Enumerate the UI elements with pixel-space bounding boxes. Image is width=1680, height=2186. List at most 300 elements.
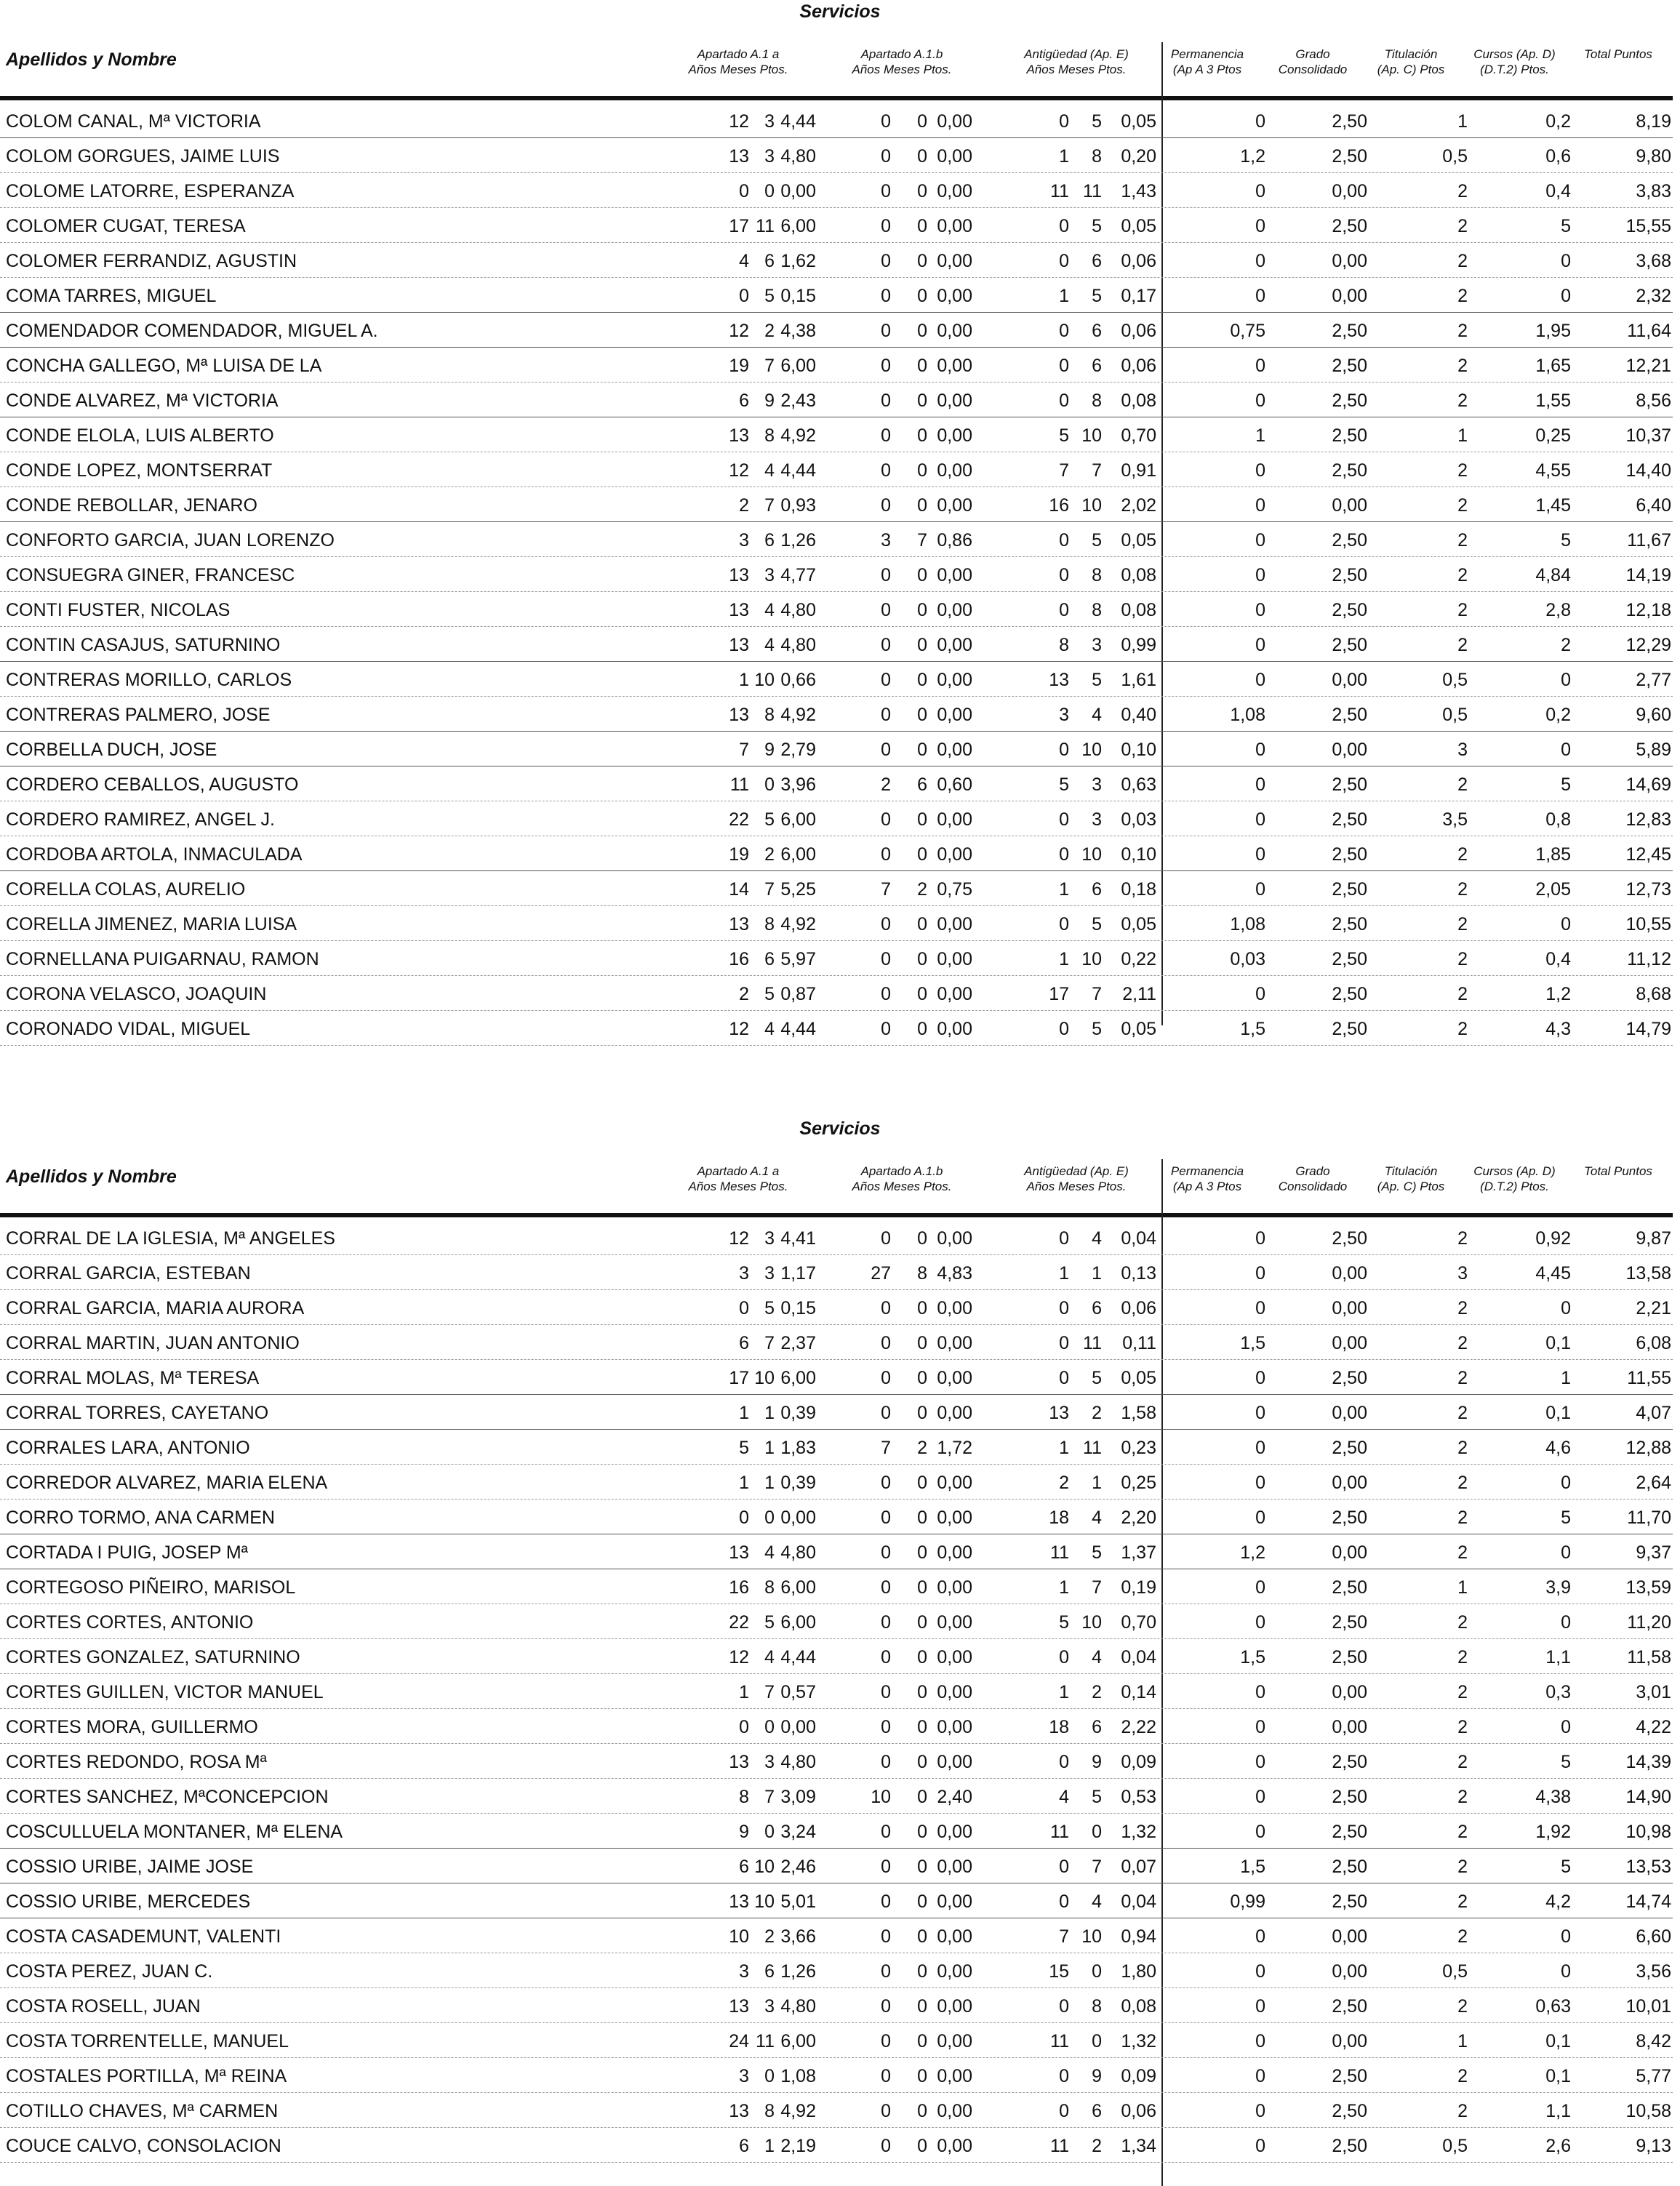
a1a-meses-cell: 4	[764, 1019, 775, 1039]
cursos-cell: 0	[1561, 1612, 1571, 1633]
a1b-anos-cell: 7	[881, 879, 891, 900]
ant-meses-cell: 5	[1092, 670, 1102, 690]
ant-meses-cell: 11	[1083, 1438, 1102, 1458]
ant-meses-cell: 4	[1092, 1647, 1102, 1667]
a1a-meses-cell: 7	[764, 879, 775, 900]
permanencia-cell: 0	[1255, 286, 1265, 306]
a1b-anos-cell: 0	[881, 635, 891, 655]
table-row	[0, 976, 1673, 1011]
titulacion-cell: 2	[1457, 1438, 1468, 1458]
a1a-anos-cell: 4	[739, 251, 749, 271]
total-cell: 3,68	[1636, 251, 1671, 271]
ant-anos-cell: 3	[1059, 705, 1069, 725]
ant-ptos-cell: 0,91	[1121, 460, 1156, 481]
ant-anos-cell: 0	[1059, 2101, 1069, 2121]
ant-anos-cell: 0	[1059, 1368, 1069, 1388]
ant-ptos-cell: 1,37	[1121, 1542, 1156, 1563]
a1a-meses-cell: 3	[764, 565, 775, 585]
total-cell: 6,60	[1636, 1926, 1671, 1947]
ant-meses-cell: 10	[1081, 844, 1102, 865]
a1b-meses-cell: 0	[917, 670, 927, 690]
a1a-meses-cell: 7	[764, 1333, 775, 1353]
permanencia-cell: 1,5	[1240, 1647, 1265, 1667]
a1a-anos-cell: 12	[729, 1019, 749, 1039]
ant-ptos-cell: 0,23	[1121, 1438, 1156, 1458]
ant-meses-cell: 7	[1092, 1577, 1102, 1598]
a1a-ptos-cell: 5,01	[780, 1891, 816, 1912]
a1a-ptos-cell: 1,83	[780, 1438, 816, 1458]
ant-meses-cell: 10	[1081, 740, 1102, 760]
table-body	[0, 103, 1673, 1046]
a1b-ptos-cell: 0,00	[937, 1891, 972, 1912]
ant-anos-cell: 17	[1049, 984, 1069, 1004]
a1a-ptos-cell: 4,92	[780, 914, 816, 934]
ant-meses-cell: 3	[1092, 774, 1102, 795]
ant-ptos-cell: 0,06	[1121, 2101, 1156, 2121]
grado-cell: 2,50	[1332, 1787, 1367, 1807]
ant-anos-cell: 0	[1059, 1857, 1069, 1877]
table-row	[0, 662, 1673, 697]
table-row	[0, 836, 1673, 871]
a1b-meses-cell: 0	[917, 216, 927, 236]
ant-anos-cell: 1	[1059, 879, 1069, 900]
grado-cell: 2,50	[1332, 879, 1367, 900]
table-row	[0, 452, 1673, 487]
ant-meses-cell: 5	[1092, 530, 1102, 550]
cursos-cell: 0,4	[1545, 949, 1571, 969]
apellidos-nombre-cell: CORBELLA DUCH, JOSE	[6, 740, 217, 760]
apellidos-nombre-cell: CORTES SANCHEZ, MªCONCEPCION	[6, 1787, 329, 1807]
cursos-cell: 1,85	[1535, 844, 1571, 865]
a1b-ptos-cell: 0,00	[937, 1333, 972, 1353]
cursos-cell: 2,8	[1545, 600, 1571, 620]
total-cell: 10,01	[1625, 1996, 1671, 2017]
ant-ptos-cell: 0,18	[1121, 879, 1156, 900]
ant-ptos-cell: 0,10	[1121, 844, 1156, 865]
grado-cell: 2,50	[1332, 111, 1367, 132]
total-header: Total Puntos	[1584, 1164, 1652, 1178]
a1a-ptos-cell: 4,80	[780, 1996, 816, 2017]
permanencia-cell: 0	[1255, 1752, 1265, 1772]
titulacion-cell: 2	[1457, 391, 1468, 411]
a1a-anos-cell: 24	[729, 2031, 749, 2051]
cursos-cell: 0,2	[1545, 705, 1571, 725]
a1a-meses-cell: 10	[754, 670, 775, 690]
ant-meses-cell: 5	[1092, 1019, 1102, 1039]
table-row	[0, 1220, 1673, 1255]
a1b-anos-cell: 0	[881, 391, 891, 411]
grado-cell: 0,00	[1332, 1926, 1367, 1947]
ant-anos-cell: 0	[1059, 565, 1069, 585]
a1b-ptos-cell: 0,00	[937, 111, 972, 132]
a1b-meses-cell: 0	[917, 1542, 927, 1563]
a1a-ptos-cell: 6,00	[780, 1577, 816, 1598]
a1a-ptos-cell: 4,44	[780, 1019, 816, 1039]
ant-meses-cell: 6	[1092, 356, 1102, 376]
a1b-anos-cell: 0	[881, 460, 891, 481]
cursos-cell: 0,1	[1545, 2066, 1571, 2086]
cursos-header: Cursos (Ap. D) (D.T.2) Ptos.	[1473, 1164, 1556, 1193]
a1b-meses-cell: 0	[917, 740, 927, 760]
a1a-anos-cell: 12	[729, 111, 749, 132]
a1b-anos-cell: 0	[881, 2066, 891, 2086]
total-cell: 14,69	[1625, 774, 1671, 795]
apellidos-nombre-cell: COLOME LATORRE, ESPERANZA	[6, 181, 295, 201]
permanencia-cell: 0	[1255, 635, 1265, 655]
grado-cell: 2,50	[1332, 705, 1367, 725]
ant-anos-cell: 11	[1050, 181, 1069, 201]
a1a-anos-cell: 19	[729, 844, 749, 865]
a1a-meses-cell: 3	[764, 1228, 775, 1249]
ant-anos-cell: 7	[1059, 1926, 1069, 1947]
ant-anos-cell: 0	[1059, 251, 1069, 271]
ant-meses-cell: 5	[1092, 1542, 1102, 1563]
a1a-anos-cell: 6	[739, 2136, 749, 2156]
grado-cell: 2,50	[1332, 146, 1367, 167]
ant-anos-cell: 1	[1059, 1682, 1069, 1702]
cursos-cell: 0,25	[1535, 425, 1571, 446]
total-cell: 9,13	[1636, 2136, 1671, 2156]
total-cell: 10,55	[1625, 914, 1671, 934]
permanencia-cell: 0	[1255, 356, 1265, 376]
permanencia-cell: 0	[1255, 216, 1265, 236]
ant-meses-cell: 0	[1092, 1822, 1102, 1842]
ant-meses-cell: 5	[1092, 216, 1102, 236]
a1b-anos-cell: 0	[881, 949, 891, 969]
a1b-ptos-cell: 0,00	[937, 425, 972, 446]
a1a-ptos-cell: 4,80	[780, 635, 816, 655]
apellidos-nombre-cell: CORDERO CEBALLOS, AUGUSTO	[6, 774, 299, 795]
ant-ptos-cell: 0,05	[1121, 1368, 1156, 1388]
permanencia-cell: 0	[1255, 879, 1265, 900]
permanencia-cell: 0	[1255, 2031, 1265, 2051]
grado-cell: 0,00	[1332, 1542, 1367, 1563]
a1a-anos-cell: 14	[729, 879, 749, 900]
a1b-anos-cell: 3	[881, 530, 891, 550]
a1b-meses-cell: 0	[917, 1996, 927, 2017]
a1a-anos-cell: 17	[729, 1368, 749, 1388]
a1b-ptos-cell: 0,00	[937, 1926, 972, 1947]
a1b-ptos-cell: 0,00	[937, 1473, 972, 1493]
a1a-ptos-cell: 5,97	[780, 949, 816, 969]
titulacion-cell: 2	[1457, 844, 1468, 865]
grado-cell: 0,00	[1332, 670, 1367, 690]
a1a-ptos-cell: 2,46	[780, 1857, 816, 1877]
ant-ptos-cell: 1,80	[1121, 1961, 1156, 1982]
total-cell: 8,56	[1636, 391, 1671, 411]
a1b-ptos-cell: 0,00	[937, 1752, 972, 1772]
a1b-meses-cell: 0	[917, 635, 927, 655]
ant-anos-cell: 0	[1059, 1333, 1069, 1353]
ant-ptos-cell: 0,05	[1121, 1019, 1156, 1039]
titulacion-cell: 2	[1457, 1228, 1468, 1249]
permanencia-header: Permanencia (Ap A 3 Ptos	[1170, 1164, 1244, 1193]
permanencia-cell: 0,03	[1230, 949, 1265, 969]
permanencia-cell: 0	[1255, 1228, 1265, 1249]
ant-anos-cell: 0	[1059, 2066, 1069, 2086]
permanencia-cell: 0	[1255, 111, 1265, 132]
apellidos-nombre-cell: CORONADO VIDAL, MIGUEL	[6, 1019, 251, 1039]
a1b-meses-cell: 0	[917, 425, 927, 446]
a1b-meses-cell: 0	[917, 1612, 927, 1633]
a1b-anos-cell: 0	[881, 1891, 891, 1912]
a1a-meses-cell: 1	[764, 1403, 775, 1423]
a1a-ptos-cell: 1,26	[780, 530, 816, 550]
a1b-meses-cell: 0	[917, 251, 927, 271]
a1a-anos-cell: 0	[739, 1298, 749, 1318]
a1a-ptos-cell: 0,93	[780, 495, 816, 516]
grado-cell: 2,50	[1332, 1612, 1367, 1633]
total-cell: 11,58	[1627, 1647, 1671, 1667]
ant-anos-cell: 0	[1059, 356, 1069, 376]
a1a-anos-cell: 13	[729, 1891, 749, 1912]
total-cell: 10,37	[1625, 425, 1671, 446]
table-row	[0, 1395, 1673, 1430]
a1b-anos-cell: 0	[881, 2031, 891, 2051]
apellidos-nombre-cell: CONDE LOPEZ, MONTSERRAT	[6, 460, 273, 481]
ant-anos-cell: 5	[1059, 774, 1069, 795]
permanencia-cell: 1	[1255, 425, 1265, 446]
grado-cell: 2,50	[1332, 774, 1367, 795]
total-cell: 13,53	[1625, 1857, 1671, 1877]
a1a-ptos-cell: 1,26	[780, 1961, 816, 1982]
ant-ptos-cell: 0,20	[1121, 146, 1156, 167]
permanencia-cell: 0	[1255, 600, 1265, 620]
apellidos-nombre-cell: CORRAL GARCIA, ESTEBAN	[6, 1263, 251, 1284]
a1b-anos-cell: 0	[881, 2101, 891, 2121]
grado-cell: 2,50	[1332, 984, 1367, 1004]
total-cell: 14,79	[1625, 1019, 1671, 1039]
a1a-meses-cell: 0	[764, 774, 775, 795]
total-cell: 14,74	[1625, 1891, 1671, 1912]
a1b-ptos-cell: 0,00	[937, 1996, 972, 2017]
table-row	[0, 1604, 1673, 1639]
ant-anos-cell: 0	[1059, 844, 1069, 865]
a1a-anos-cell: 7	[739, 740, 749, 760]
name-column-header: Apellidos y Nombre	[6, 49, 177, 70]
apellidos-nombre-cell: CONSUEGRA GINER, FRANCESC	[6, 565, 295, 585]
a1a-ptos-cell: 0,15	[780, 286, 816, 306]
a1b-meses-cell: 0	[917, 460, 927, 481]
titulacion-cell: 3	[1457, 1263, 1468, 1284]
a1b-meses-cell: 0	[917, 949, 927, 969]
ant-ptos-cell: 0,04	[1121, 1647, 1156, 1667]
a1a-anos-cell: 13	[729, 635, 749, 655]
table-row	[0, 1255, 1673, 1290]
grado-cell: 0,00	[1332, 251, 1367, 271]
table-row	[0, 173, 1673, 208]
table-row	[0, 1011, 1673, 1046]
a1a-ptos-cell: 2,37	[780, 1333, 816, 1353]
a1b-anos-cell: 0	[881, 1508, 891, 1528]
a1a-meses-cell: 7	[764, 1787, 775, 1807]
ant-ptos-cell: 2,22	[1121, 1717, 1156, 1737]
titulacion-cell: 2	[1457, 495, 1468, 516]
titulacion-cell: 2	[1457, 286, 1468, 306]
total-cell: 10,58	[1625, 2101, 1671, 2121]
a1b-anos-cell: 0	[881, 1647, 891, 1667]
cursos-cell: 3,9	[1545, 1577, 1571, 1598]
total-cell: 13,59	[1625, 1577, 1671, 1598]
total-cell: 4,22	[1636, 1717, 1671, 1737]
ant-ptos-cell: 0,99	[1121, 635, 1156, 655]
a1b-ptos-cell: 0,00	[937, 1961, 972, 1982]
table-row	[0, 1430, 1673, 1465]
a1b-anos-cell: 0	[881, 1752, 891, 1772]
ant-ptos-cell: 0,70	[1121, 1612, 1156, 1633]
a1a-ptos-cell: 4,80	[780, 146, 816, 167]
a1a-ptos-cell: 1,62	[780, 251, 816, 271]
grado-cell: 0,00	[1332, 1961, 1367, 1982]
titulacion-cell: 2	[1457, 321, 1468, 341]
ant-meses-cell: 4	[1092, 1891, 1102, 1912]
a1a-ptos-cell: 6,00	[780, 809, 816, 830]
a1b-anos-cell: 0	[881, 1403, 891, 1423]
titulacion-cell: 2	[1457, 530, 1468, 550]
ant-ptos-cell: 0,03	[1121, 809, 1156, 830]
permanencia-cell: 0	[1255, 1368, 1265, 1388]
grado-cell: 2,50	[1332, 809, 1367, 830]
titulacion-cell: 3,5	[1442, 809, 1468, 830]
total-cell: 2,77	[1636, 670, 1671, 690]
a1a-anos-cell: 6	[739, 1333, 749, 1353]
a1b-meses-cell: 0	[917, 1682, 927, 1702]
a1a-anos-cell: 12	[729, 460, 749, 481]
ant-ptos-cell: 0,04	[1121, 1228, 1156, 1249]
a1b-ptos-cell: 0,00	[937, 1612, 972, 1633]
total-cell: 8,42	[1636, 2031, 1671, 2051]
permanencia-cell: 0	[1255, 495, 1265, 516]
a1a-meses-cell: 6	[764, 251, 775, 271]
total-cell: 5,89	[1636, 740, 1671, 760]
ant-ptos-cell: 0,13	[1121, 1263, 1156, 1284]
cursos-cell: 0,8	[1545, 809, 1571, 830]
a1a-ptos-cell: 3,96	[780, 774, 816, 795]
a1b-meses-cell: 0	[917, 286, 927, 306]
ant-ptos-cell: 0,07	[1121, 1857, 1156, 1877]
cursos-cell: 0	[1561, 251, 1571, 271]
ant-meses-cell: 2	[1092, 1403, 1102, 1423]
a1b-anos-cell: 0	[881, 216, 891, 236]
ant-meses-cell: 4	[1092, 1228, 1102, 1249]
a1a-meses-cell: 9	[764, 740, 775, 760]
ant-meses-cell: 8	[1092, 1996, 1102, 2017]
apellidos-nombre-cell: CORELLA COLAS, AURELIO	[6, 879, 246, 900]
permanencia-cell: 0	[1255, 565, 1265, 585]
total-cell: 12,21	[1625, 356, 1671, 376]
cursos-cell: 1,95	[1535, 321, 1571, 341]
a1a-ptos-cell: 6,00	[780, 216, 816, 236]
apellidos-nombre-cell: COLOM GORGUES, JAIME LUIS	[6, 146, 280, 167]
a1b-meses-cell: 0	[917, 1019, 927, 1039]
ant-anos-cell: 2	[1059, 1473, 1069, 1493]
ant-ptos-cell: 0,06	[1121, 1298, 1156, 1318]
ant-anos-cell: 1	[1059, 1438, 1069, 1458]
ant-meses-cell: 5	[1092, 111, 1102, 132]
grado-cell: 0,00	[1332, 740, 1367, 760]
a1b-ptos-cell: 0,75	[937, 879, 972, 900]
a1b-ptos-cell: 0,00	[937, 670, 972, 690]
ant-meses-cell: 2	[1092, 2136, 1102, 2156]
a1a-anos-cell: 1	[739, 1682, 749, 1702]
ant-meses-cell: 4	[1092, 705, 1102, 725]
a1b-meses-cell: 0	[917, 705, 927, 725]
titulacion-cell: 2	[1457, 1403, 1468, 1423]
a1b-anos-cell: 0	[881, 2136, 891, 2156]
grado-cell: 0,00	[1332, 181, 1367, 201]
a1a-ptos-cell: 4,80	[780, 1752, 816, 1772]
titulacion-cell: 1	[1457, 111, 1468, 132]
ant-meses-cell: 6	[1092, 251, 1102, 271]
a1b-anos-cell: 0	[881, 425, 891, 446]
a1b-anos-cell: 0	[881, 740, 891, 760]
ant-meses-cell: 6	[1092, 879, 1102, 900]
a1a-anos-cell: 8	[739, 1787, 749, 1807]
total-cell: 14,39	[1625, 1752, 1671, 1772]
table-row	[0, 1290, 1673, 1325]
cursos-cell: 1,65	[1535, 356, 1571, 376]
a1a-ptos-cell: 0,00	[780, 181, 816, 201]
a1b-ptos-cell: 0,60	[937, 774, 972, 795]
permanencia-cell: 0	[1255, 774, 1265, 795]
a1b-meses-cell: 0	[917, 356, 927, 376]
ant-meses-cell: 8	[1092, 146, 1102, 167]
a1b-ptos-cell: 0,86	[937, 530, 972, 550]
cursos-cell: 0,3	[1545, 1682, 1571, 1702]
a1b-anos-cell: 0	[881, 1298, 891, 1318]
table-row	[0, 592, 1673, 627]
a1a-ptos-cell: 6,00	[780, 356, 816, 376]
a1a-anos-cell: 5	[739, 1438, 749, 1458]
titulacion-cell: 0,5	[1442, 146, 1468, 167]
a1a-anos-cell: 13	[729, 2101, 749, 2121]
titulacion-cell: 2	[1457, 565, 1468, 585]
apellidos-nombre-cell: CONDE ELOLA, LUIS ALBERTO	[6, 425, 274, 446]
a1b-ptos-cell: 0,00	[937, 1647, 972, 1667]
titulacion-cell: 2	[1457, 1857, 1468, 1877]
name-column-header: Apellidos y Nombre	[6, 1166, 177, 1187]
table-row	[0, 2058, 1673, 2093]
ant-meses-cell: 1	[1092, 1263, 1102, 1284]
a1b-anos-cell: 0	[881, 181, 891, 201]
a1b-anos-cell: 0	[881, 1019, 891, 1039]
permanencia-cell: 0	[1255, 251, 1265, 271]
a1b-ptos-cell: 0,00	[937, 2101, 972, 2121]
a1b-meses-cell: 6	[917, 774, 927, 795]
permanencia-cell: 0	[1255, 1508, 1265, 1528]
a1b-meses-cell: 8	[917, 1263, 927, 1284]
a1a-anos-cell: 3	[739, 530, 749, 550]
a1a-ptos-cell: 6,00	[780, 2031, 816, 2051]
ant-ptos-cell: 0,08	[1121, 565, 1156, 585]
titulacion-cell: 2	[1457, 635, 1468, 655]
titulacion-cell: 2	[1457, 1996, 1468, 2017]
grado-cell: 2,50	[1332, 216, 1367, 236]
a1b-anos-cell: 0	[881, 286, 891, 306]
titulacion-cell: 2	[1457, 1508, 1468, 1528]
a1a-anos-cell: 12	[729, 1228, 749, 1249]
a1b-anos-cell: 0	[881, 1717, 891, 1737]
table-row	[0, 1918, 1673, 1953]
cursos-cell: 1	[1561, 1368, 1571, 1388]
ant-meses-cell: 5	[1092, 1368, 1102, 1388]
table-row	[0, 1500, 1673, 1534]
a1b-anos-cell: 7	[881, 1438, 891, 1458]
apellidos-nombre-cell: COSCULLUELA MONTANER, Mª ELENA	[6, 1822, 343, 1842]
a1b-ptos-cell: 0,00	[937, 1298, 972, 1318]
a1b-ptos-cell: 0,00	[937, 984, 972, 1004]
a1b-ptos-cell: 0,00	[937, 1019, 972, 1039]
